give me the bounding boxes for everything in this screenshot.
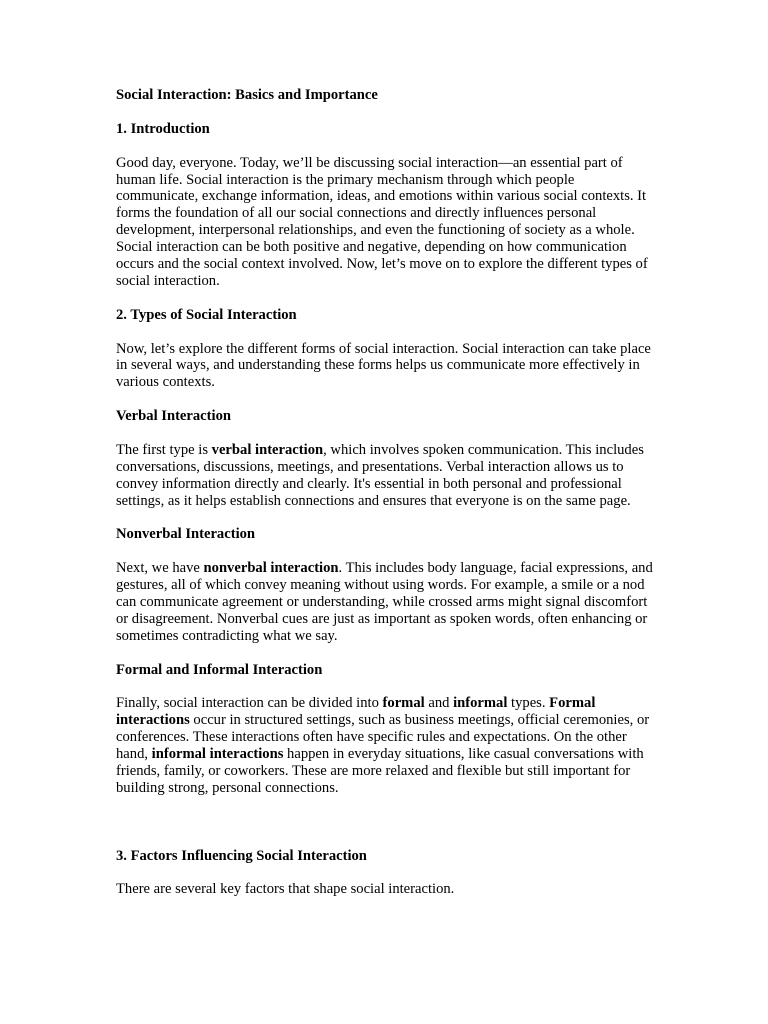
bold-term: formal: [382, 695, 425, 712]
verbal-interaction-paragraph: [116, 442, 658, 510]
document-title: Social Interaction: Basics and Importance: [116, 87, 378, 103]
text-run: , which involves spoken communication. This includes conversations, discussions, meetings, and presentations. Verbal interaction allows us to convey information directly and clearly. It's essential in both personal and professional settings, as it helps establish connections and ensures that everyone is on the same page.: [116, 441, 644, 509]
text-run: happen in everyday situations, like casual conversations with friends, family, or coworkers. These are more relaxed and flexible but still important for building strong, personal connections.: [116, 746, 644, 796]
text-run: occur in structured settings, such as business meetings, official ceremonies, or conferences. These interactions often have specific rules and expectations. On the other hand,: [116, 712, 650, 763]
bold-term: informal: [453, 695, 508, 712]
types-paragraph: Now, let’s explore the different forms of social interaction. Social interaction can take place in several ways, and understanding these forms helps us communicate more effectively in various contexts.: [116, 340, 651, 391]
bold-term: verbal interaction: [211, 441, 324, 458]
text-run: . This includes body language, facial expressions, and gestures, all of which convey meaning without using words. For example, a smile or a nod can communicate agreement or understanding, while crossed arms might signal discomfort or disagreement. Nonverbal cues are just as important as spoken words, often enhancing or sometimes contradicting what we say.: [116, 560, 653, 644]
bold-term: Formal interactions: [116, 695, 596, 729]
text-run: types.: [507, 695, 550, 712]
text-run: Next, we have: [116, 560, 204, 577]
text-run: The first type is: [116, 441, 212, 458]
section-heading-types: 2. Types of Social Interaction: [116, 306, 297, 323]
text-run: and: [424, 695, 454, 712]
section-heading-introduction: 1. Introduction: [116, 120, 210, 137]
nonverbal-interaction-paragraph: [116, 560, 658, 645]
factors-paragraph: There are several key factors that shape social interaction.: [116, 881, 455, 898]
subheading-nonverbal-interaction: Nonverbal Interaction: [116, 526, 256, 543]
formal-informal-paragraph: [116, 695, 658, 796]
subheading-formal-informal-interaction: Formal and Informal Interaction: [116, 661, 323, 678]
introduction-paragraph: Good day, everyone. Today, we’ll be discussing social interaction—an essential part of human life. Social interaction is the primary mechanism through which people communicate, exchange information, ideas, and emotions within various social contexts. It forms the foundation of all our social connections and directly influences personal development, interpersonal relationships, and even the functioning of society as a whole. Social interaction can be both positive and negative, depending on how communication occurs and the social context involved. Now, let’s move on to explore the different types of social interaction.: [116, 154, 648, 289]
bold-term: nonverbal interaction: [203, 560, 339, 577]
bold-term: informal interactions: [151, 746, 284, 763]
section-heading-factors: 3. Factors Influencing Social Interaction: [116, 847, 367, 864]
text-run: Finally, social interaction can be divided into: [116, 695, 383, 712]
subheading-verbal-interaction: Verbal Interaction: [116, 408, 231, 425]
